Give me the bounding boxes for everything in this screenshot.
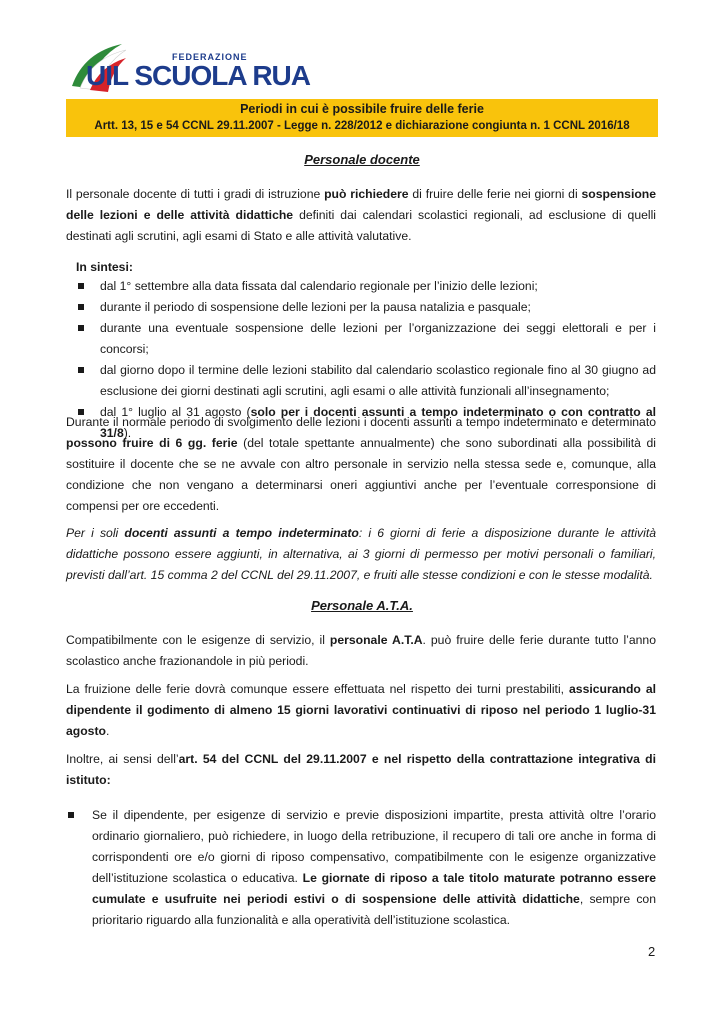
section-title-ata: Personale A.T.A.	[311, 598, 413, 613]
bullet-square-icon	[78, 304, 84, 310]
banner-title: Periodi in cui è possibile fruire delle ferie	[240, 102, 484, 116]
bullet-square-icon	[78, 367, 84, 373]
list-item	[66, 276, 656, 297]
list-item-text: dal 1° settembre alla data fissata dal calendario regionale per l’inizio delle lezioni;	[100, 279, 538, 293]
text: definiti dai calendari scolastici regionali, ad esclusione di quelli destinati agli scrutini, agli esami di Stato e alle attività valutative.	[66, 208, 656, 243]
bold-text: possono fruire di 6 gg. ferie	[66, 436, 238, 450]
list-item-bold: solo per i docenti assunti a tempo indeterminato o con contratto al 31/8	[100, 405, 656, 440]
logo-federazione: FEDERAZIONE	[172, 52, 248, 62]
paragraph-turni	[66, 679, 656, 742]
title-banner	[66, 99, 658, 137]
bullet-square-icon	[68, 812, 74, 818]
text: .	[105, 724, 110, 738]
section-title-docente: Personale docente	[304, 152, 420, 167]
paragraph-recupero-ore	[92, 805, 656, 931]
paragraph-art-54	[66, 749, 656, 791]
text: di fruire delle ferie nei giorni di	[408, 187, 582, 201]
list-item	[66, 360, 656, 402]
bold-text: docenti assunti a tempo indeterminato	[124, 526, 359, 540]
text: La fruizione delle ferie dovrà comunque essere effettuata nel rispetto dei turni prestabiliti,	[66, 682, 570, 696]
text: Se il dipendente, per esigenze di servizio e previe disposizioni impartite, presta attività oltre l’orario ordinario giornaliero, può richiedere, in luogo della retribuzione, il recupero di tali ore anche in forma di corrispondenti ore e/o giorni di riposo compensativo, compatibilmente con le esigenze organizzative dell’istituzione scolastica o educativa.	[92, 808, 656, 885]
text: , sempre con prioritario riguardo alla funzionalità e alla operatività dell’istituzione scolastica.	[92, 892, 656, 927]
list-item-text: durante una eventuale sospensione delle lezioni per l’organizzazione dei seggi elettorali e per i concorsi;	[100, 321, 656, 356]
text: Il personale docente di tutti i gradi di istruzione	[66, 187, 325, 201]
bold-text: assicurando al dipendente il godimento di almeno 15 giorni lavorativi continuativi di riposo nel periodo 1 luglio-31 agosto	[66, 682, 656, 738]
list-item-text: ).	[123, 426, 132, 440]
paragraph-docente-intro	[66, 184, 656, 247]
list-item	[66, 318, 656, 360]
text: . può fruire delle ferie durante tutto l’anno scolastico anche frazionandole in più periodi.	[66, 633, 656, 668]
list-item-text: durante il periodo di sospensione delle lezioni per la pausa natalizia e pasquale;	[100, 300, 531, 314]
bullet-square-icon	[78, 283, 84, 289]
bold-text: Le giornate di riposo a tale titolo maturate potranno essere cumulate e usufruite nei periodi estivi o di sospensione delle attività didattiche	[92, 871, 656, 906]
text: Inoltre, ai sensi dell’	[66, 752, 179, 766]
text: : i 6 giorni di ferie a disposizione durante le attività didattiche possono essere aggiunti, in alternativa, ai 3 giorni di permesso per motivi personali o familiari, previsti dall’art. 15 comma 2 del CCNL del 29.11.2007, e fruiti alle stesse condizioni e con le stesse modalità.	[66, 526, 656, 582]
paragraph-tempo-indeterminato	[66, 523, 656, 586]
bold-text: può richiedere	[324, 187, 409, 201]
list-item-text: dal giorno dopo il termine delle lezioni stabilito dal calendario scolastico regionale fino al 30 giugno ad esclusione dei giorni destinati agli scrutini, agli esami o alle attività funzionali all’insegnamento;	[100, 363, 656, 398]
uil-scuola-logo	[66, 38, 310, 96]
banner-subtitle: Artt. 13, 15 e 54 CCNL 29.11.2007 - Legge n. 228/2012 e dichiarazione congiunta n. 1 CCNL 2016/18	[94, 120, 630, 132]
in-sintesi-heading: In sintesi:	[76, 260, 133, 274]
text: (del totale spettante annualmente) che sono subordinati alla possibilità di sostituire il docente che se ne avvale con altro personale in servizio nella stessa sede e, comunque, alla condizione che non vengano a determinarsi oneri aggiuntivi anche per l’eventuale corresponsione di compensi per ore eccedenti.	[66, 436, 656, 513]
paragraph-six-days	[66, 412, 656, 517]
list-item	[66, 297, 656, 318]
text: Durante il normale periodo di svolgimento delle lezioni i docenti assunti a tempo indeterminato e determinato	[66, 415, 656, 429]
bold-text: personale A.T.A	[329, 633, 423, 647]
paragraph-ata-intro	[66, 630, 656, 672]
bold-text: art. 54 del CCNL del 29.11.2007 e nel rispetto della contrattazione integrativa di istituto:	[66, 752, 656, 787]
text: Compatibilmente con le esigenze di servizio, il	[66, 633, 330, 647]
page-number: 2	[648, 944, 656, 959]
list-item-text: dal 1° luglio al 31 agosto (	[100, 405, 251, 419]
bullet-square-icon	[78, 325, 84, 331]
logo-brand: UIL SCUOLA RUA	[86, 60, 310, 91]
text: Per i soli	[66, 526, 125, 540]
bold-text: sospensione delle lezioni e delle attività didattiche	[66, 187, 657, 222]
